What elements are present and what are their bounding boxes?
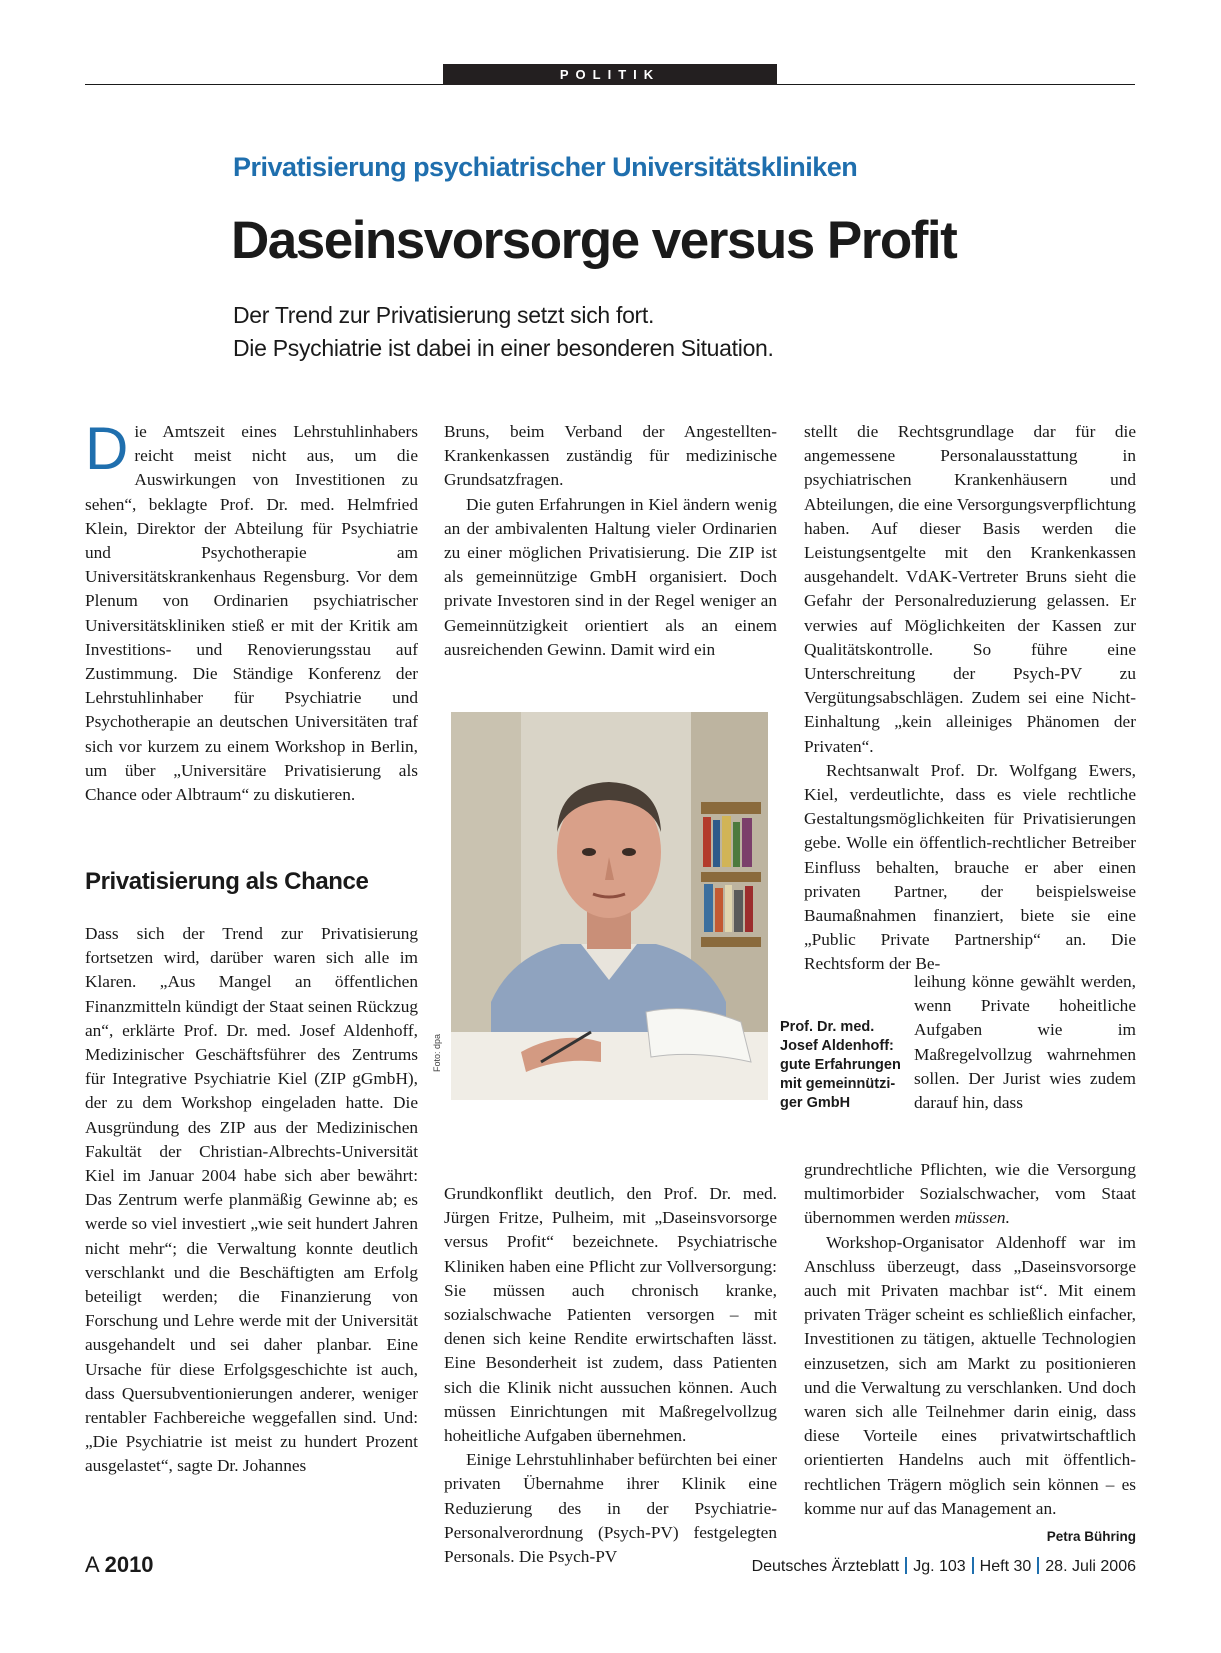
journal-info [752, 1557, 1136, 1576]
column-3-continued [804, 1158, 1136, 1549]
paragraph-text: ie Amtszeit eines Lehrstuhlinhabers reicht meist nicht aus, um die Auswirkungen von Investitionen zu sehen“, beklagte Prof. Dr. med. Helmfried Klein, Direktor der Abteilung für Psychiatrie und Psychotherapie am Universitätskrankenhaus Regensburg. Vor dem Plenum von Ordinarien psychiatrischer Universitätskliniken stieß er mit der Kritik am Investitions- und Renovierungsstau auf Zustimmung. Die Ständige Konferenz der Lehrstuhlinhaber für Psychiatrie und Psychotherapie an deutschen Universitäten traf sich vor kurzem zu einem Workshop in Berlin, um über „Universitäre Privatisierung als Chance oder Albtraum“ zu diskutieren. [85, 422, 418, 805]
portrait-photo [451, 712, 768, 1100]
column-3-wrap [914, 970, 1136, 1115]
caption-line: Prof. Dr. med. [780, 1019, 875, 1035]
page-number-value: 2010 [104, 1552, 154, 1577]
paragraph-text: grundrechtliche Pflichten, wie die Versorgung multimorbider Sozialschwacher, vom Staat übernommen werden [804, 1160, 1136, 1228]
column-2-continued [444, 1182, 777, 1569]
paragraph: Dass sich der Trend zur Privatisierung fortsetzen wird, darüber waren sich alle im Klaren. „Aus Mangel an öffentlichen Finanzmitteln kündigt der Staat seinen Rückzug an“, erklärte Prof. Dr. med. Josef Aldenhoff, Medizinischer Geschäftsführer des Zentrums für Integrative Psychiatrie Kiel (ZIP gGmbH), der zu dem Workshop eingeladen hatte. Die Ausgründung des ZIP aus der Medizinischen Fakultät der Christian-Albrechts-Universität Kiel im Januar 2004 habe sich aber bewährt: Das Zentrum werfe planmäßig Gewinne ab; es werde so viel investiert „wie seit hundert Jahren nicht mehr“; die Verwaltung konnte deutlich verschlankt und die Beschäftigten am Erfolg beteiligt werden; die Finanzierung von Forschung und Lehre werde mit der Universität ausgehandelt und sei daher planbar. Eine Ursache für diese Erfolgsgeschichte ist auch, dass Quersubventionierungen anderer, weniger rentabler Fachbereiche weggefallen sind. Und: „Die Psychiatrie ist meist zu hundert Prozent ausgelastet“, sagte Dr. Johannes [85, 924, 418, 1476]
page-prefix: A [85, 1552, 99, 1577]
journal-issue: Heft 30 [979, 1558, 1032, 1575]
emphasis: müssen. [954, 1208, 1010, 1228]
separator [972, 1557, 974, 1574]
separator [1037, 1557, 1039, 1574]
paragraph: stellt die Rechtsgrundlage dar für die angemessene Personalausstattung in psychiatrischen Krankenhäusern und Abteilungen, die eine Versorgungsverpflichtung haben. Auf dieser Basis werden die Leistungsentgelte mit den Krankenkassen ausgehandelt. VdAK-Vertreter Bruns sieht die Gefahr der Personalreduzierung gelassen. Er verwies auf Möglichkeiten der Kassen zur Qualitätskontrolle. So führe eine Unterschreitung der Psych-PV zu Vergütungsabschlägen. Zudem sei eine Nicht-Einhaltung „kein alleiniges Phänomen der Privaten“. [804, 422, 1136, 756]
paragraph [804, 1231, 1136, 1545]
deck-line: Der Trend zur Privatisierung setzt sich fort. [233, 302, 655, 328]
paragraph: Rechtsanwalt Prof. Dr. Wolfgang Ewers, Kiel, verdeutlichte, dass es viele rechtliche Gestaltungsmöglichkeiten für Privatisierungen gebe. Wolle ein öffentlich-rechtlicher Betreiber Einfluss behalten, brauche er aber einen privaten Partner, der beispielsweise Baumaßnahmen finanziert, biete sie eine „Public Private Partnership“ an. Die Rechtsform der Be- [804, 760, 1136, 974]
paragraph: Grundkonflikt deutlich, den Prof. Dr. med. Jürgen Fritze, Pulheim, mit „Daseinsvorsorge versus Profit“ bezeichnete. Psychiatrische Kliniken haben eine Pflicht zur Vollversorgung: Sie müssen auch chronisch kranke, sozialschwache Patienten versorgen – mit denen sich keine Rendite erwirtschaften lässt. Eine Besonderheit ist zudem, dass Patienten sich die Klinik nicht aussuchen können. Auch müssen Einrichtungen mit Maßregelvollzug hoheitliche Aufgaben übernehmen. [444, 1184, 777, 1446]
author-byline: Petra Bühring [1046, 1529, 1136, 1545]
page-number [85, 1552, 154, 1578]
separator [905, 1557, 907, 1574]
journal-name: Deutsches Ärzteblatt [751, 1558, 900, 1575]
drop-cap: D [85, 415, 129, 482]
caption-line: gute Erfahrungen [780, 1057, 901, 1073]
article-deck [233, 299, 1133, 365]
paragraph: leihung könne gewählt werden, wenn Private hoheitliche Aufgaben wie im Maßregelvollzug wahrnehmen sollen. Der Jurist wies zudem darauf hin, dass [914, 972, 1136, 1113]
paragraph: Einige Lehrstuhlinhaber befürchten bei einer privaten Übernahme ihrer Klinik eine Reduzierung des in der Psychiatrie-Personalverordnung (Psych-PV) festgelegten Personals. Die Psych-PV [444, 1450, 777, 1567]
subheading: Privatisierung als Chance [85, 868, 369, 895]
column-1-continued [85, 922, 418, 1479]
photo-credit: Foto: dpa [432, 1033, 442, 1072]
photo-caption [780, 1018, 920, 1113]
paragraph: Die guten Erfahrungen in Kiel ändern wenig an der ambivalenten Haltung vieler Ordinarien zu einer möglichen Privatisierung. Die ZIP ist als gemeinnützige GmbH organisiert. Doch private Investoren sind in der Regel weniger an Gemeinnützigkeit orientiert als an einem ausreichenden Gewinn. Damit wird ein [444, 494, 777, 659]
article-kicker: Privatisierung psychiatrischer Universitätskliniken [233, 152, 858, 182]
caption-line: ger GmbH [780, 1095, 851, 1111]
paragraph: Bruns, beim Verband der Angestellten-Krankenkassen zuständig für medizinische Grundsatzfragen. [444, 422, 777, 490]
article-headline: Daseinsvorsorge versus Profit [231, 211, 957, 270]
column-3 [804, 420, 1136, 977]
journal-volume: Jg. 103 [913, 1558, 966, 1575]
paragraph [85, 415, 418, 807]
paragraph-text: Workshop-Organisator Aldenhoff war im Anschluss überzeugt, dass „Daseinsvorsorge auch mit Privaten machbar ist“. Mit einem privaten Träger scheint es schließlich einfacher, Investitionen zu tätigen, aktuelle Technologien einzusetzen, sich am Markt zu positionieren und die Verwaltung zu verschlanken. Und doch waren sich alle Teilnehmer darin einig, dass diese Vorteile eines privatwirtschaftlich orientierten Handelns auch mit öffentlich-rechtlichen Trägern möglich sein können – es komme nur auf das Management an. [804, 1232, 1136, 1518]
deck-line: Die Psychiatrie ist dabei in einer besonderen Situation. [233, 335, 774, 361]
column-2 [444, 420, 777, 662]
portrait-illustration [451, 712, 768, 1100]
journal-date: 28. Juli 2006 [1045, 1558, 1136, 1575]
column-1 [85, 415, 418, 807]
section-label: POLITIK [443, 64, 777, 85]
paragraph [804, 1158, 1136, 1231]
caption-line: Josef Aldenhoff: [780, 1038, 894, 1054]
caption-line: mit gemeinnützi- [780, 1076, 896, 1092]
